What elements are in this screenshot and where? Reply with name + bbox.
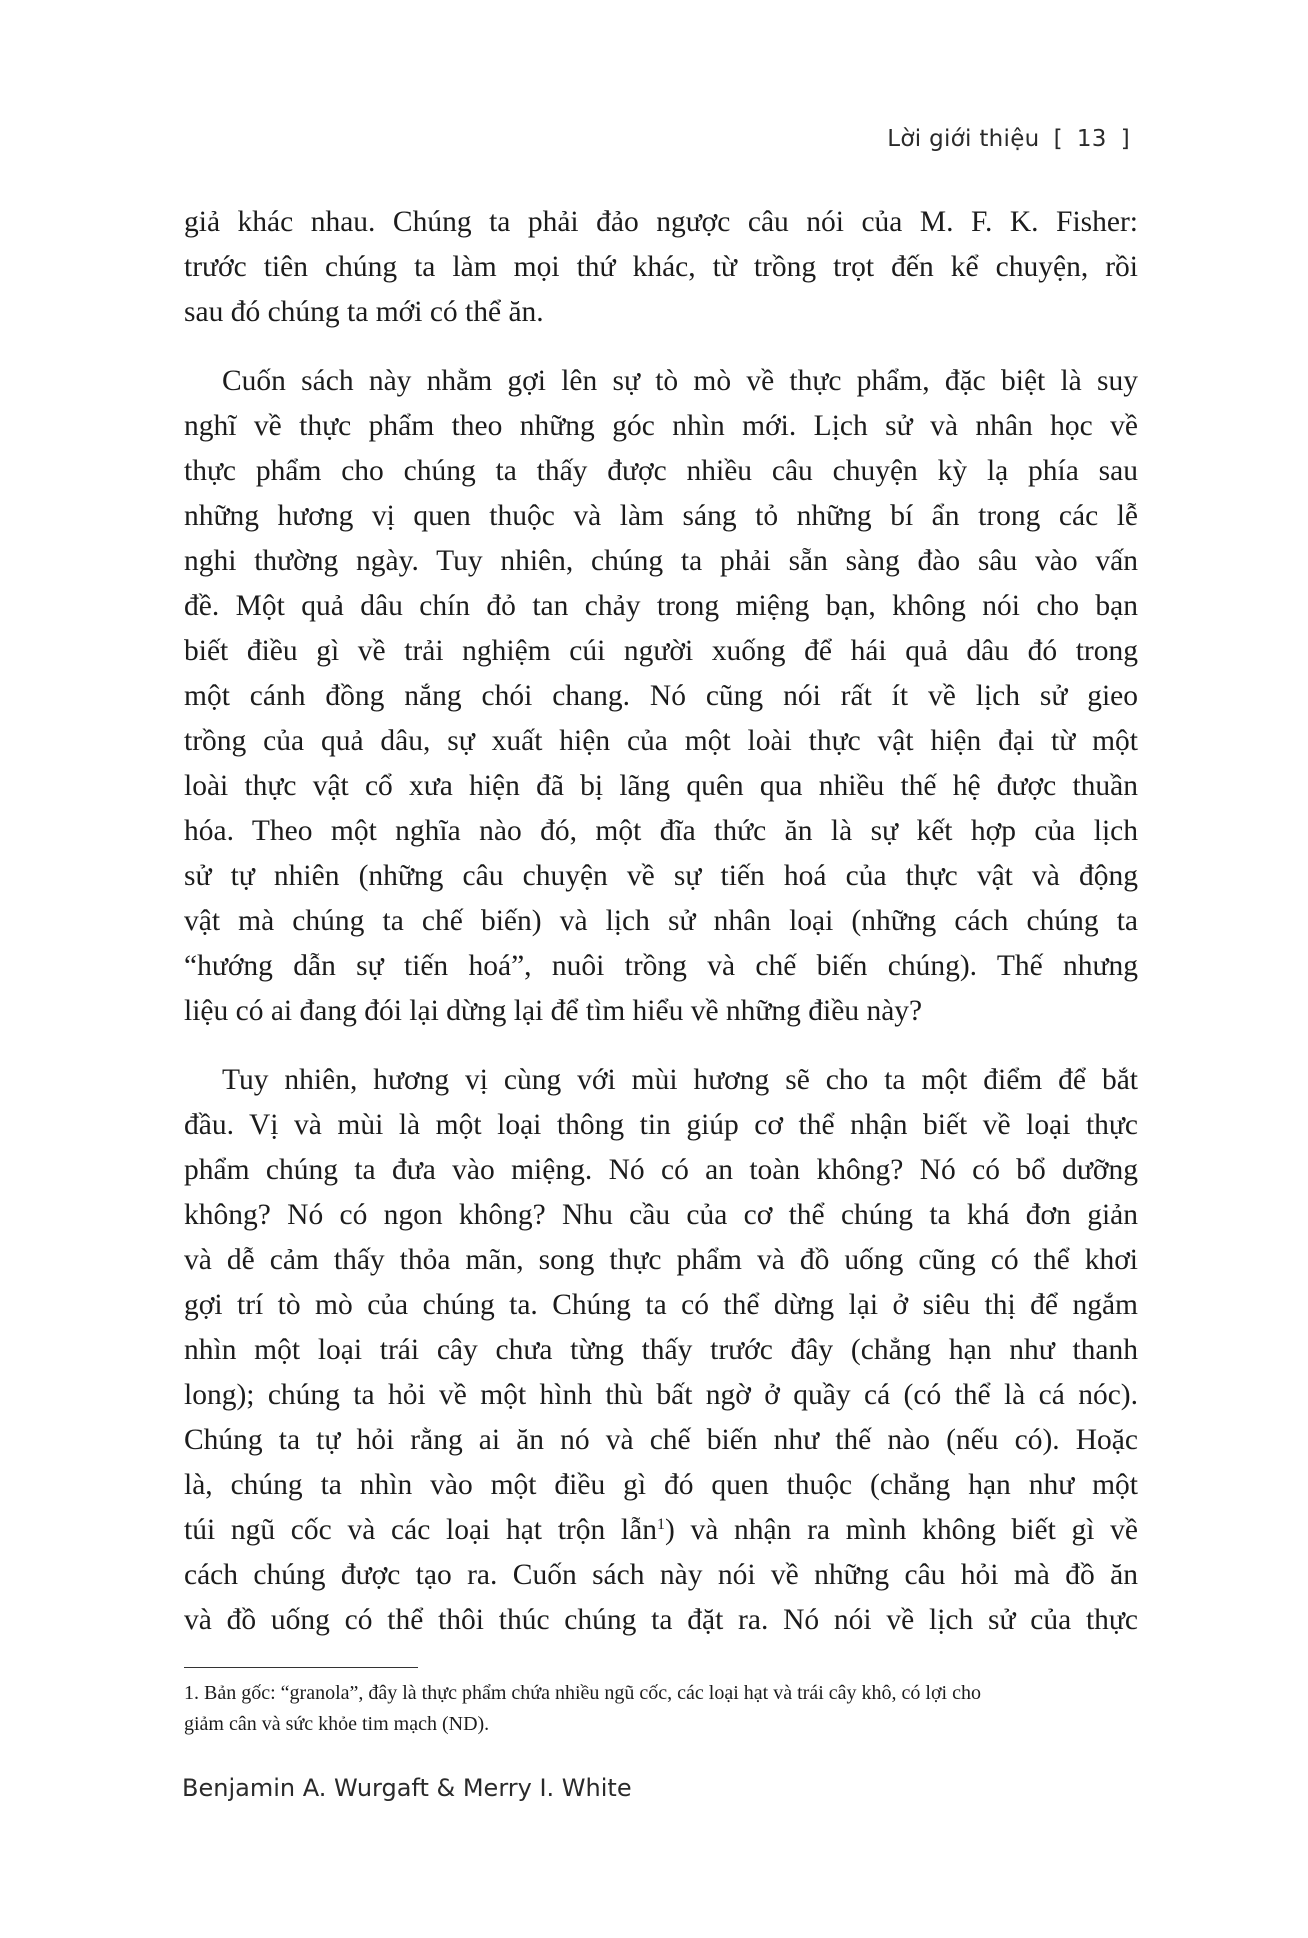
text-line: phẩm chúng ta đưa vào miệng. Nó có an toàn không? Nó có bổ dưỡng: [184, 1154, 1138, 1186]
text-segment: túi ngũ cốc và các loại hạt trộn lẫn: [184, 1514, 657, 1546]
running-foot-authors: Benjamin A. Wurgaft & Merry I. White: [182, 1774, 632, 1802]
footnote-line: 1. Bản gốc: “granola”, đây là thực phẩm chứa nhiều ngũ cốc, các loại hạt và trái cây khô, có lợi cho: [184, 1682, 981, 1704]
paragraph-2: [184, 359, 1138, 1034]
text-line: Cuốn sách này nhằm gợi lên sự tò mò về thực phẩm, đặc biệt là suy: [222, 365, 1138, 397]
text-line: loài thực vật cổ xưa hiện đã bị lãng quên qua nhiều thế hệ được thuần: [184, 770, 1138, 802]
text-line: sử tự nhiên (những câu chuyện về sự tiến hoá của thực vật và động: [184, 860, 1138, 892]
text-line: những hương vị quen thuộc và làm sáng tỏ những bí ẩn trong các lễ: [184, 500, 1138, 532]
section-title: Lời giới thiệu: [887, 126, 1040, 152]
text-line: là, chúng ta nhìn vào một điều gì đó quen thuộc (chẳng hạn như một: [184, 1469, 1138, 1501]
page-number: 13: [1076, 126, 1107, 152]
footnote-line: giảm cân và sức khỏe tim mạch (ND).: [184, 1713, 490, 1735]
text-line: thực phẩm cho chúng ta thấy được nhiều câu chuyện kỳ lạ phía sau: [184, 455, 1138, 487]
body-text: [184, 200, 1138, 1667]
page-number-close-bracket: ]: [1120, 126, 1130, 152]
text-line: nghi thường ngày. Tuy nhiên, chúng ta phải sẵn sàng đào sâu vào vấn: [184, 545, 1138, 577]
text-line: hóa. Theo một nghĩa nào đó, một đĩa thức ăn là sự kết hợp của lịch: [184, 815, 1138, 847]
running-head: [887, 126, 1130, 152]
footnote: [184, 1678, 1138, 1740]
text-line: liệu có ai đang đói lại dừng lại để tìm hiểu về những điều này?: [184, 995, 923, 1027]
footnote-marker[interactable]: 1: [656, 1516, 665, 1533]
text-line: đề. Một quả dâu chín đỏ tan chảy trong miệng bạn, không nói cho bạn: [184, 590, 1138, 622]
text-line: đầu. Vị và mùi là một loại thông tin giúp cơ thể nhận biết về loại thực: [184, 1109, 1138, 1141]
text-line: long); chúng ta hỏi về một hình thù bất ngờ ở quầy cá (có thể là cá nóc).: [184, 1379, 1138, 1411]
text-line: “hướng dẫn sự tiến hoá”, nuôi trồng và chế biến chúng). Thế nhưng: [184, 950, 1138, 982]
text-line: và dễ cảm thấy thỏa mãn, song thực phẩm và đồ uống cũng có thể khơi: [184, 1244, 1138, 1276]
footnote-divider: [184, 1667, 418, 1668]
text-line: trồng của quả dâu, sự xuất hiện của một loài thực vật hiện đại từ một: [184, 725, 1138, 757]
text-line: Tuy nhiên, hương vị cùng với mùi hương sẽ cho ta một điểm để bắt: [222, 1064, 1138, 1096]
text-segment: ) và nhận ra mình không biết gì về: [664, 1514, 1138, 1546]
text-line: biết điều gì về trải nghiệm cúi người xuống để hái quả dâu đó trong: [184, 635, 1138, 667]
text-line: Chúng ta tự hỏi rằng ai ăn nó và chế biến như thế nào (nếu có). Hoặc: [184, 1424, 1138, 1456]
text-line: không? Nó có ngon không? Nhu cầu của cơ thể chúng ta khá đơn giản: [184, 1199, 1138, 1231]
paragraph-1: [184, 200, 1138, 335]
text-line: vật mà chúng ta chế biến) và lịch sử nhân loại (những cách chúng ta: [184, 905, 1138, 937]
text-line: một cánh đồng nắng chói chang. Nó cũng nói rất ít về lịch sử gieo: [184, 680, 1138, 712]
text-line: nghĩ về thực phẩm theo những góc nhìn mới. Lịch sử và nhân học về: [184, 410, 1138, 442]
text-line: trước tiên chúng ta làm mọi thứ khác, từ trồng trọt đến kể chuyện, rồi: [184, 251, 1138, 283]
page-number-open-bracket: [: [1053, 126, 1063, 152]
text-line: và đồ uống có thể thôi thúc chúng ta đặt ra. Nó nói về lịch sử của thực: [184, 1604, 1138, 1636]
text-line: sau đó chúng ta mới có thể ăn.: [184, 296, 544, 328]
paragraph-3: [184, 1058, 1138, 1643]
text-line: gợi trí tò mò của chúng ta. Chúng ta có thể dừng lại ở siêu thị để ngắm: [184, 1289, 1138, 1321]
text-line: cách chúng được tạo ra. Cuốn sách này nói về những câu hỏi mà đồ ăn: [184, 1559, 1138, 1591]
text-line: giả khác nhau. Chúng ta phải đảo ngược câu nói của M. F. K. Fisher:: [184, 206, 1138, 238]
text-line-with-footnote: [184, 1508, 1138, 1553]
text-line: nhìn một loại trái cây chưa từng thấy trước đây (chẳng hạn như thanh: [184, 1334, 1138, 1366]
